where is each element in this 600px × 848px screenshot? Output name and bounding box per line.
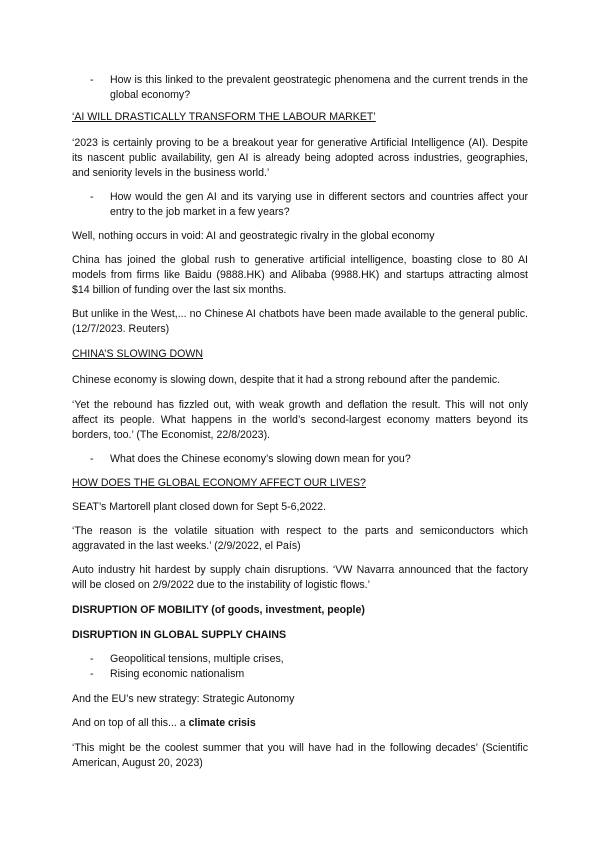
bullet-geostrategic: [90, 73, 528, 103]
bullet-text: Rising economic nationalism: [110, 668, 245, 680]
paragraph-seat-plant: SEAT’s Martorell plant closed down for Sept 5-6,2022.: [72, 501, 326, 513]
bullet-dash: -: [90, 191, 94, 203]
heading-disruption-supply-chains: DISRUPTION IN GLOBAL SUPPLY CHAINS: [72, 629, 287, 641]
quote-el-pais: ‘The reason is the volatile situation with respect to the parts and semiconductors which aggravated in the last weeks.’ (2/9/2022, el País): [72, 525, 528, 552]
bullet-chinese-slowdown: [90, 452, 528, 467]
heading-china-slowing: CHINA’S SLOWING DOWN: [72, 348, 204, 360]
bullet-dash: -: [90, 74, 94, 86]
bullet-text: How is this linked to the prevalent geostrategic phenomena and the current trends in the global economy?: [110, 74, 528, 101]
bullet-geopolitical-tensions: [90, 652, 528, 667]
quote-economist: ‘Yet the rebound has fizzled out, with weak growth and deflation the result. This will not only affect its people. What happens in the world’s second-largest economy matters beyond its borders, too.’ (The Economist, 22/8/2023).: [72, 399, 528, 441]
bullet-dash: -: [90, 668, 94, 680]
paragraph-nothing-in-void: Well, nothing occurs in void: AI and geostrategic rivalry in the global economy: [72, 230, 435, 242]
climate-prefix: And on top of all this... a: [72, 717, 189, 729]
quote-scientific-american: ‘This might be the coolest summer that you will have had in the following decades’ (Scientific American, August 20, 2023): [72, 742, 528, 769]
paragraph-unlike-west: But unlike in the West,... no Chinese AI chatbots have been made available to the general public. (12/7/2023. Reuters): [72, 308, 528, 335]
paragraph-eu-strategy: And the EU’s new strategy: Strategic Autonomy: [72, 693, 295, 705]
bullet-economic-nationalism: [90, 667, 528, 682]
quote-generative-ai: ‘2023 is certainly proving to be a breakout year for generative Artificial Intelligence (AI). Despite its nascent public availability, gen AI is already being adopted across industries, geographies, and seniority levels in the business world.’: [72, 137, 528, 179]
paragraph-china-ai-rush: China has joined the global rush to generative artificial intelligence, boasting close to 80 AI models from firms like Baidu (9888.HK) and Alibaba (9988.HK) and startups attracting almost $14 billion of funding over the last six months.: [72, 254, 528, 296]
bullet-text: How would the gen AI and its varying use in different sectors and countries affect your entry to the job market in a few years?: [110, 191, 528, 218]
bullet-text: What does the Chinese economy’s slowing down mean for you?: [110, 453, 411, 465]
bullet-text: Geopolitical tensions, multiple crises,: [110, 653, 284, 665]
paragraph-auto-industry: Auto industry hit hardest by supply chain disruptions. ‘VW Navarra announced that the factory will be closed on 2/9/2022 due to the instability of logistic flows.’: [72, 564, 528, 591]
climate-crisis-bold: climate crisis: [188, 717, 256, 729]
heading-disruption-mobility: DISRUPTION OF MOBILITY (of goods, investment, people): [72, 604, 365, 616]
bullet-dash: -: [90, 653, 94, 665]
paragraph-climate-crisis: [72, 716, 528, 731]
bullet-gen-ai-job-market: [90, 190, 528, 220]
heading-ai-labour-market: ‘AI WILL DRASTICALLY TRANSFORM THE LABOUR MARKET’: [72, 111, 376, 123]
paragraph-chinese-economy: Chinese economy is slowing down, despite that it had a strong rebound after the pandemic.: [72, 374, 501, 386]
bullet-dash: -: [90, 453, 94, 465]
heading-global-economy: HOW DOES THE GLOBAL ECONOMY AFFECT OUR LIVES?: [72, 477, 366, 489]
